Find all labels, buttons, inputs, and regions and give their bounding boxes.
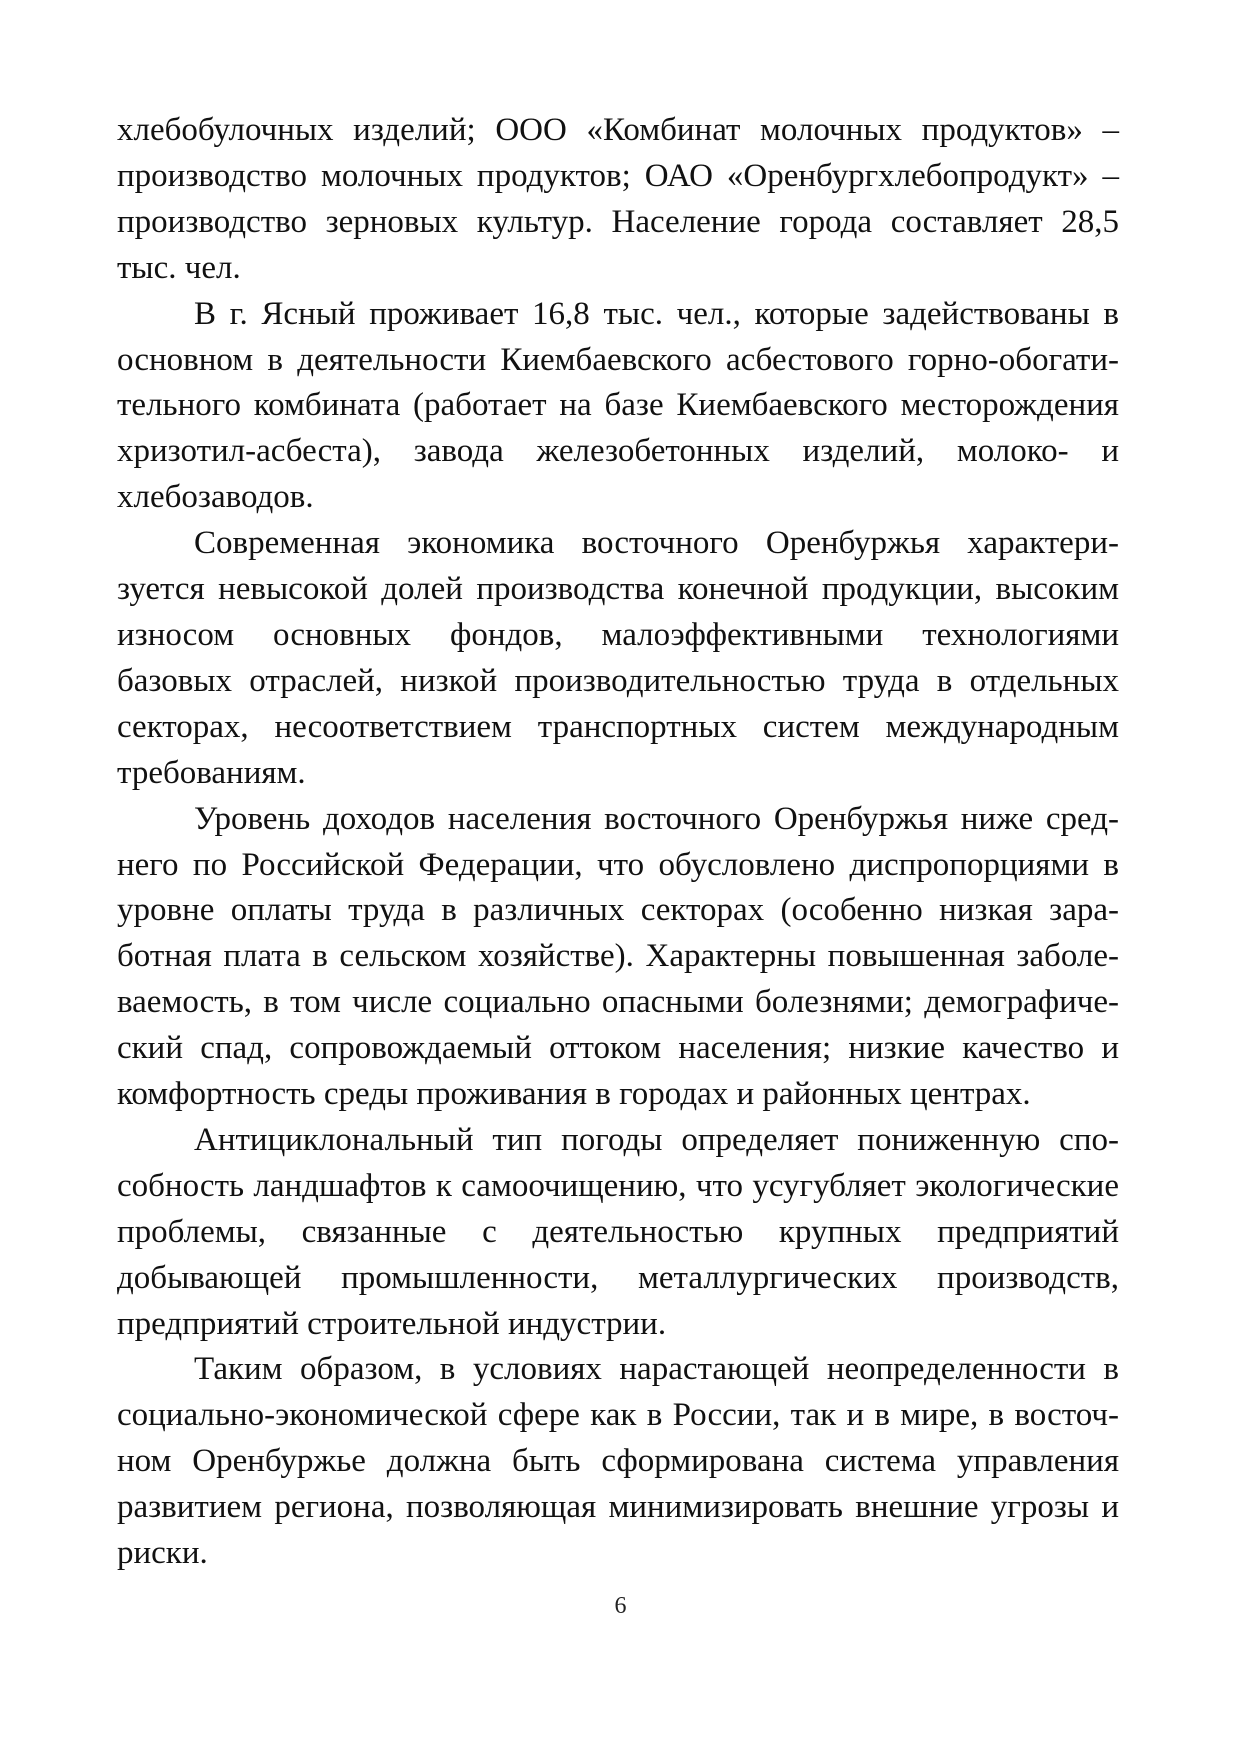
paragraph-income: Уровень доходов населения восточного Оренбуржья ниже среднего по Российской Федерации, что обусловлено диспропорциями в уровне оплаты труда в различных секторах (особенно низкая заработная плата в сельском хозяйстве). Характерны повышенная заболеваемость, в том числе социально опасными болезнями; демографический спад, сопровождаемый оттоком населения; низкие качество и комфортность среды проживания в городах и районных центрах. — [117, 800, 1119, 1113]
paragraph-economy: Современная экономика восточного Оренбуржья характеризуется невысокой долей производства конечной продукции, высоким износом основных фондов, малоэффективными технологиями базовых отраслей, низкой производительностью труда в отдельных секторах, несоответствием транспортных систем международным требованиям. — [117, 525, 1119, 791]
paragraph-continuation: хлебобулочных изделий; ООО «Комбинат молочных продуктов» – производство молочных продуктов; ОАО «Оренбургхлебопродукт» – производство зерновых культур. Население города составляет 28,5 тыс. чел. — [117, 112, 1119, 286]
page-number: 6 — [614, 1593, 627, 1619]
body-text — [117, 108, 1119, 1577]
paragraph-ecology: Антициклональный тип погоды определяет пониженную способность ландшафтов к самоочищению, что усугубляет экологические проблемы, связанные с деятельностью крупных предприятий добывающей промышленности, металлургических производств, предприятий строительной индустрии. — [117, 1121, 1119, 1342]
paragraph-conclusion: Таким образом, в условиях нарастающей неопределенности в социально-экономической сфере как в России, так и в мире, в восточном Оренбуржье должна быть сформирована система управления развитием региона, позволяющая минимизировать внешние угрозы и риски. — [117, 1351, 1119, 1572]
paragraph-yasny: В г. Ясный проживает 16,8 тыс. чел., которые задействованы в основном в деятельности Киембаевского асбестового горно-обогатительного комбината (работает на базе Киембаевского месторождения хризотил-асбеста), завода железобетонных изделий, молоко- и хлебозаводов. — [117, 295, 1119, 516]
